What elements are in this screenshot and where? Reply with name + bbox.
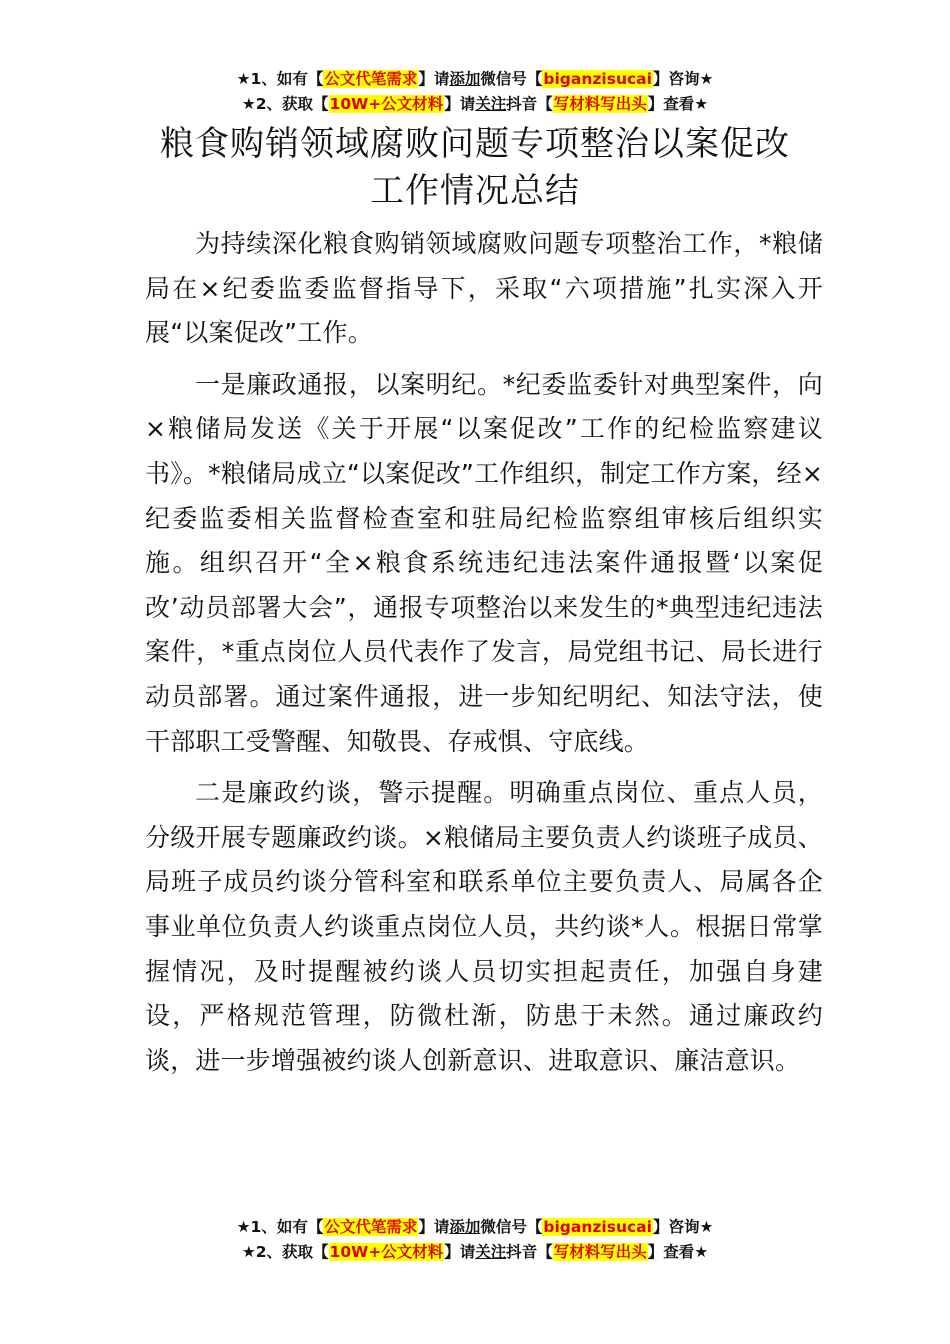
paragraph-2: 二是廉政约谈，警示提醒。明确重点岗位、重点人员，分级开展专题廉政约谈。×粮储局主要负责人约谈班子成员、局班子成员约谈分管科室和联系单位主要负责人、局属各企事业单位负责人约谈重点岗位人员，共约谈*人。根据日常掌握情况，及时提醒被约谈人员切实担起责任，加强自身建设，严格规范管理，防微杜渐，防患于未然。通过廉政约谈，进一步增强被约谈人创新意识、进取意识、廉洁意识。: [145, 778, 823, 1075]
footer-promo-banner: [0, 1215, 950, 1265]
header-promo-banner: [0, 67, 950, 117]
promo-text: 抖音【: [506, 1243, 553, 1261]
promo-text: 】请: [418, 1218, 450, 1236]
promo-text: 】咨询★: [652, 70, 714, 88]
promo-text: 】请: [444, 95, 476, 113]
promo-line-1: [0, 1215, 950, 1240]
promo-highlight: 写材料写出头: [553, 95, 647, 113]
promo-line-2: [0, 1240, 950, 1265]
promo-text: ★2、获取【: [241, 95, 329, 113]
promo-line-2: [0, 92, 950, 117]
promo-underlined: 关注: [475, 95, 507, 113]
document-title: 粮食购销领域腐败问题专项整治以案促改工作情况总结: [160, 124, 790, 211]
promo-highlight: biganzisucai: [543, 70, 652, 88]
promo-text: ★2、获取【: [241, 1243, 329, 1261]
promo-highlight: 10W+公文材料: [329, 95, 444, 113]
promo-text: 】请: [444, 1243, 476, 1261]
promo-text: 】请: [418, 70, 450, 88]
promo-highlight: 公文代笔需求: [324, 1218, 418, 1236]
promo-line-1: [0, 67, 950, 92]
promo-underlined: 添加: [449, 1218, 481, 1236]
promo-text: 抖音【: [506, 95, 553, 113]
promo-underlined: 添加: [449, 70, 481, 88]
intro-paragraph: 为持续深化粮食购销领域腐败问题专项整治工作，*粮储局在×纪委监委监督指导下，采取“六项措施”扎实深入开展“以案促改”工作。: [145, 229, 823, 348]
paragraph-1: 一是廉政通报，以案明纪。*纪委监委针对典型案件，向×粮储局发送《关于开展“以案促改”工作的纪检监察建议书》。*粮储局成立“以案促改”工作组织，制定工作方案，经×纪委监委相关监督检查室和驻局纪检监察组审核后组织实施。组织召开“全×粮食系统违纪违法案件通报暨‘以案促改’动员部署大会”，通报专项整治以来发生的*典型违纪违法案件，*重点岗位人员代表作了发言，局党组书记、局长进行动员部署。通过案件通报，进一步知纪明纪、知法守法，使干部职工受警醒、知敬畏、存戒惧、守底线。: [145, 369, 823, 756]
promo-underlined: 关注: [475, 1243, 507, 1261]
promo-highlight: 公文代笔需求: [324, 70, 418, 88]
promo-text: 】查看★: [647, 1243, 709, 1261]
promo-highlight: biganzisucai: [543, 1218, 652, 1236]
promo-highlight: 10W+公文材料: [329, 1243, 444, 1261]
promo-text: 微信号【: [480, 1218, 543, 1236]
promo-text: 】查看★: [647, 95, 709, 113]
document-body: [145, 222, 823, 1090]
promo-text: ★1、如有【: [236, 1218, 324, 1236]
promo-highlight: 写材料写出头: [553, 1243, 647, 1261]
promo-text: ★1、如有【: [236, 70, 324, 88]
promo-text: 微信号【: [480, 70, 543, 88]
promo-text: 】咨询★: [652, 1218, 714, 1236]
